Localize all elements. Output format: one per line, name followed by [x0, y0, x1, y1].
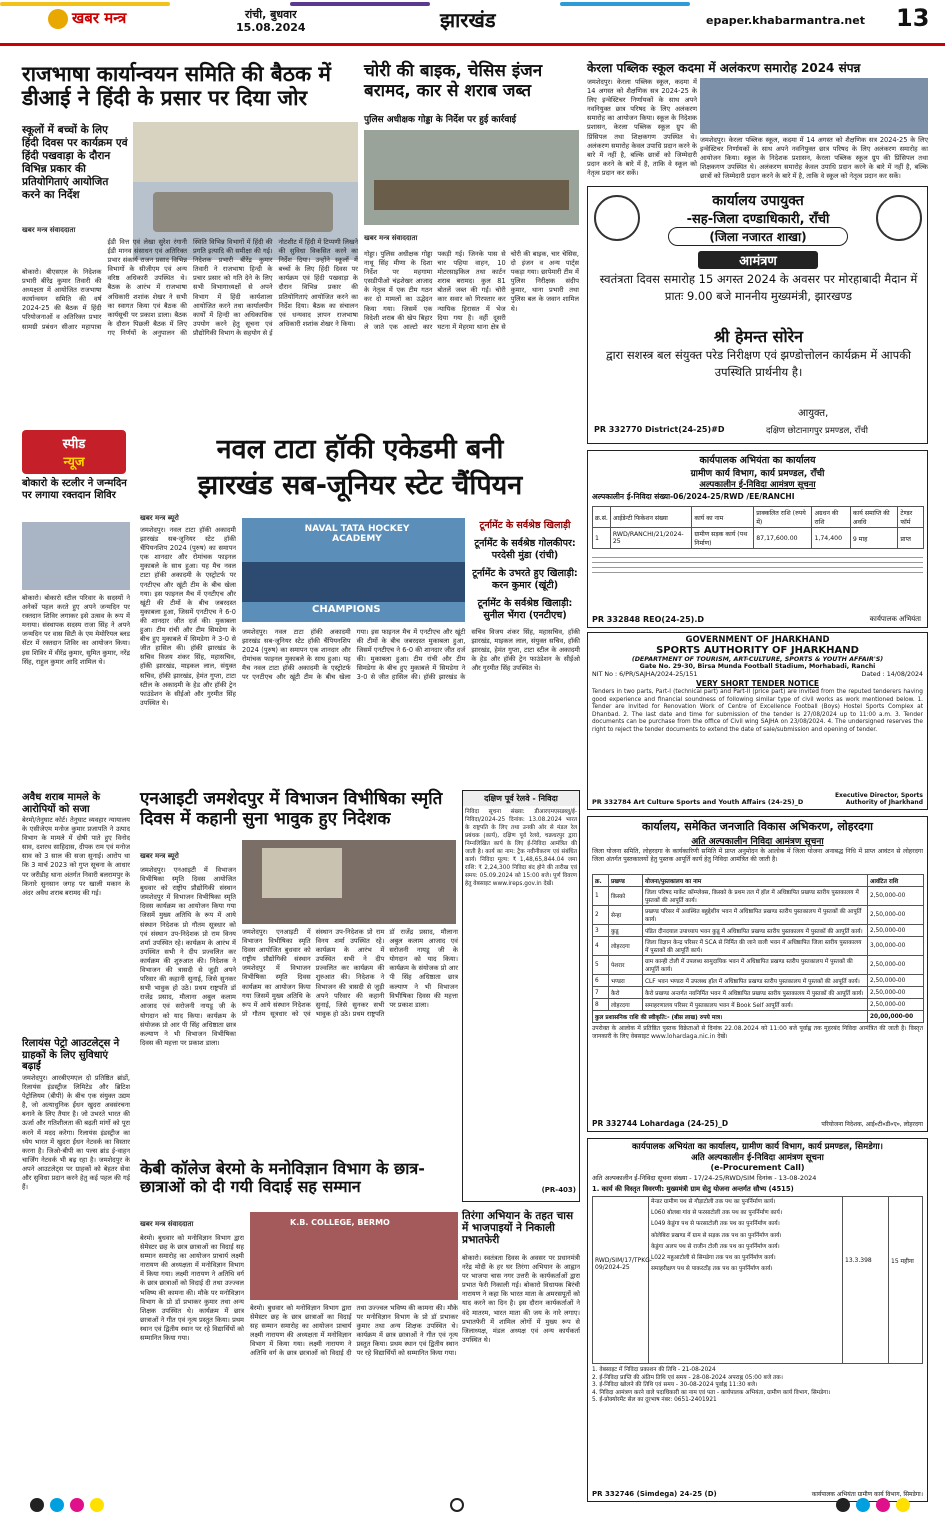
story2-body: गोड्डा। पुलिस अधीक्षक गोड्डा नाथू सिंह मीणा के दिशा निर्देश पर महगामा एसडीपीओ चंद्रशेखर आजाद के नेतृत्व में एक टीम गठन कर दो मामलों का उद्भेदन किया गया। जिसमें एक विदेशी शराब की खेप बिहार ले जाते एक आल्टो कार पकड़ी गई। जिनके पास से चार पहिया वाहन, 10 मोटरसाइकिल तथा कार्टन शराब बरामद। कुल 81 बोतलें जब्त की गईं। चोरी कार सवार को गिरफ्तार कर न्यायिक हिरासत में भेज दिया गया है। वहीं दूसरी घटना में मेहरमा थाना क्षेत्र से चोरी की बाइक, चार चेसिस, दो इंजन व अन्य पार्ट्स पकड़ा गया। छापेमारी टीम में पुलिस निरीक्षक संदीप कुमार, थाना प्रभारी तथा पुलिस बल के जवान शामिल थे।	[364, 250, 579, 331]
simdega-item: समाहरीक्षण पथ से पाकरटाँड़ तक पथ का पुनर्निर्माण कार्य।	[651, 1266, 773, 1273]
simdega-item: L049 केडुंगा पथ से फरसाटोली तक पथ का पुनर्निर्माण कार्य।	[651, 1221, 780, 1228]
speed-news-label: स्पीड न्यूज	[22, 430, 126, 474]
story4-headline1: नवल टाटा हॉकी एकेडमी बनी	[216, 434, 504, 465]
story1-headline: राजभाषा कार्यान्वयन समिति की बैठक में डीआई ने हिंदी के प्रसार पर दिया जोर	[22, 62, 331, 111]
invite-title3: (जिला नजारत शाखा)	[668, 227, 848, 246]
story3-body-right: जमशेदपुर। केरला पब्लिक स्कूल, कदमा में 14 अगस्त को शैक्षणिक सत्र 2024-25 के लिए इन्वेस्टिचर निर्णायकों के साथ अपने नवनियुक्त छात्र परिषद के लिए अलंकरण समारोह का आयोजन किया। स्कूल के निदेशक प्रशासन, केरला पब्लिक स्कूल ग्रुप की प्रिंसिपल तथा शिक्षकगण उपस्थित थे। अलंकरण समारोह केवल उपाधि प्रदान करने के बारे में नहीं है, बल्कि छात्रों को जिम्मेदारी प्रदान करने के बारे में है, ताकि वे स्कूल को नेतृत्व प्रदान कर सकें।	[700, 136, 928, 181]
story6-body-left: बेरमो। बुधवार को मनोविज्ञान विभाग द्वारा सेमेस्टर छह के छात्र छात्राओं का विदाई सह सम्मान समारोह का आयोजन प्राचार्य लक्ष्मी नारायण की अध्यक्षता में मनोविज्ञान विभाग में किया गया। लक्ष्मी नारायण ने अतिथि वर्ग के छात्र छात्राओं को विदाई दी तथा उज्ज्वल भविष्य की कामना की। मौके पर मनोविज्ञान विभाग के प्रो डॉ प्रभाकर कुमार तथा अन्य शिक्षक उपस्थित थे। कार्यक्रम में छात्र छात्राओं ने गीत एवं नृत्य प्रस्तुत किया। प्रथम स्थान एवं द्वितीय स्थान पर रहे विद्यार्थियों को सम्मानित किया गया।	[140, 1234, 244, 1343]
story4-body-left: जमशेदपुर। नवल टाटा हॉकी अकादमी झारखंड सब-जूनियर स्टेट हॉकी चैंपियनशिप 2024 (पुरुष) का समापन एक शानदार और रोमांचक फाइनल मुकाबले के साथ हुआ। यह मैच नवल टाटा हॉकी अकादमी के एस्ट्रोटर्फ पर एनटीएच और खूंटी टीम के बीच खेला गया। इस फाइनल मैच में एनटीएच और खूंटी की टीमों के बीच जबरदस्त मुकाबला हुआ, जिसमें एनटीएच ने 6-0 की शानदार जीत दर्ज की। मुकाबला हुआ। टीम रांची और टीम सिमडेगा के बीच हुए मुकाबले में सिमडेगा ने 3-0 से जीत हासिल की। हॉकी झारखंड के सचिव विजय शंकर सिंह, महासचिव, हॉकी झारखंड, माइकल लाल, संयुक्त सचिव, हॉकी झारखंड, हेमंत गुप्ता, टाटा स्टील के अकादमी के हेड और हॉकी ट्रेन फाउंडेशन के सीईओ और गुरमीत सिंह उपस्थित थे।	[140, 526, 236, 707]
simdega-item: L060 बोलबा गांव से फरसाटोली तक पथ का पुनर्निर्माण कार्य।	[651, 1210, 783, 1217]
brief1-photo	[22, 522, 130, 590]
brief2-headline: अवैध शराब मामले के आरोपियों को सजा	[22, 792, 100, 815]
story7-body: बोकारो। स्वतंत्रता दिवस के अवसर पर प्रधानमंत्री नरेंद्र मोदी के हर घर तिरंगा अभियान के आह्वान पर भाजपा चास नगर उत्तरी के कार्यकर्ताओं द्वारा प्रभात फेरी निकाली गई। बोकारो विधायक बिरंची नारायण ने कहा कि भारत माता के अमरसपूतों को याद करने का दिन है। इस दौरान कार्यकर्ताओं ने वंदे मातरम, भारत माता की जय के नारे लगाए। प्रभातफेरी में शामिल लोगों में मुख्य रूप से जिलाध्यक्ष, मंडल अध्यक्ष एवं अन्य कार्यकर्ता उपस्थित थे।	[462, 1254, 580, 1344]
story2-subhead: पुलिस अधीक्षक गोड्डा के निर्देश पर हुई कार्रवाई	[364, 115, 517, 125]
page-number: 13	[896, 4, 930, 32]
story7-headline: तिरंगा अभियान के तहत चास में भाजपाइयों ने निकाली प्रभातफेरी	[462, 1210, 574, 1247]
story1-byline: खबर मन्त्र संवाददाता	[22, 226, 76, 234]
page-header	[0, 0, 945, 46]
invite-title2: -सह-जिला दण्डाधिकारी, रॉंची	[686, 212, 830, 227]
story1-body: बोकारो। बीएसएल के निदेशक प्रभारी बीरेंद्र कुमार तिवारी की अध्यक्षता में आयोजित राजभाषा कार्यान्वयन समिति की वर्ष 2024-25 की बैठक में हिंदी परियोजनाओं व अतिरिक्त प्रभार सामग्री प्रबंधन सीआर महापात्रा ईडी वित्त एवं लेखा सुरेश रंगानी ईडी मानव संसाधन एवं अतिरिक्त प्रभार संकार्य राजन प्रसाद विभिन्न विभागों के सीजीएम एवं अन्य वरिष्ठ अधिकारी उपस्थित थे। बैठक के आरंभ में राजभाषा अधिकारी शशांक शेखर ने सभी का स्वागत किया एवं बैठक की कार्यसूची पर प्रकाश डाला। बैठक के दौरान पिछली बैठक में लिए गए निर्णयों के अनुपालन की स्थिति विभिन्न विभागों में हिंदी की प्रगति इत्यादि की समीक्षा की गई। निदेशक प्रभारी बीरेंद्र कुमार तिवारी ने राजभाषा हिन्दी के प्रचार प्रसार को गति देने के लिए सभी विभागाध्यक्षों से अपने विभाग में हिंदी कार्यशाला आयोजित करने तथा कार्यालयीन कार्यों में हिन्दी का अधिकाधिक उपयोग करने हेतु सूचना एवं प्रौद्योगिकी विभाग के सहयोग से ई नोटशीट में हिंदी में टिप्पणी लिखने की सुविधा विकसित करने का निर्देश दिया। उन्होंने स्कूलों में बच्चों के लिए हिंदी दिवस पर कार्यक्रम एवं हिंदी पखवाड़ा के दौरान विभिन्न प्रकार की प्रतियोगिताएं आयोजित करने का निर्देश दिया। बैठक का संचालन एवं धन्यवाद ज्ञापन राजभाषा अधिकारी शशांक शेखर ने किया।	[22, 238, 358, 337]
brief3-body: जमशेदपुर। आरबीएमएल दो प्रतिष्ठित ब्रांडों, रिलायंस इंडस्ट्रीज लिमिटेड और ब्रिटिश पेट्रोलियम (बीपी) के बीच एक संयुक्त उद्यम है, जो अत्याधुनिक ईंधन खुदरा अवसंरचना बनाने के लिए तैयार है। जो उभरते भारत की ऊर्जा और गतिशीलता की बढ़ती मांगों को पूरा करने में मदद करेगा। रिलायंस इंडस्ट्रीज का ध्येय भारत में खुदरा ईंधन नेटवर्क का विस्तार करना है। जिओ-बीपी का पल्स ब्रांड ई-वाहन चार्जिंग नेटवर्क भी बढ़ रहा है। जमशेदपुर के अपने आउटलेट्स पर ग्राहकों को बेहतर सेवा और सुविधा प्रदान करने हेतु कई पहल की गई हैं।	[22, 1074, 130, 1192]
story3-headline: केरला पब्लिक स्कूल कदमा में अलंकरण समारोह 2024 संपन्न	[587, 61, 861, 75]
story6-byline: खबर मन्त्र संवाददाता	[140, 1220, 194, 1228]
lohardaga-row: 3 कुडू पंडित दीनदयाल उपाध्याय भवन कुडू में अधिष्ठापित प्रखण्ड स्तरीय पुस्तकालय में पुस्तकों की आपूर्ति कार्य। 2,50,000-00	[593, 925, 924, 937]
simdega-note: 2. ई-निविदा प्राप्ति की अंतिम तिथि एवं समय - 28-08-2024 अपराह्न 05:00 बजे तक।	[592, 1374, 783, 1381]
story5-headline: एनआइटी जमशेदपुर में विभाजन विभीषिका स्मृति दिवस में कहानी सुना भावुक हुए निदेशक	[140, 789, 443, 829]
header-color-bar	[0, 2, 170, 6]
lohardaga-row: 4 लोहरदगा जिला विज्ञान केन्द्र परिसर में SCA से निर्मित की जाने वाली भवन में अधिष्ठापित जिला स्तरीय पुस्तकालय में पुस्तकों की आपूर्ति कार्य। 3,00,000-00	[593, 937, 924, 956]
lohardaga-row: 8 लोहरदगा समाहरणालय परिसर में पुस्तकालय भवन में Book Self आपूर्ति कार्य। 2,50,000-00	[593, 999, 924, 1011]
story6-body-right: बेरमो। बुधवार को मनोविज्ञान विभाग द्वारा सेमेस्टर छह के छात्र छात्राओं का विदाई सह सम्मान समारोह का आयोजन प्राचार्य लक्ष्मी नारायण की अध्यक्षता में मनोविज्ञान विभाग में किया गया। लक्ष्मी नारायण ने अतिथि वर्ग के छात्र छात्राओं को विदाई दी तथा उज्ज्वल भविष्य की कामना की। मौके पर मनोविज्ञान विभाग के प्रो डॉ प्रभाकर कुमार तथा अन्य शिक्षक उपस्थित थे। कार्यक्रम में छात्र छात्राओं ने गीत एवं नृत्य प्रस्तुत किया। प्रथम स्थान एवं द्वितीय स्थान पर रहे विद्यार्थियों को सम्मानित किया गया।	[250, 1304, 458, 1358]
header-color-bar-3	[560, 2, 690, 6]
simdega-item: कोलेबिरा प्रखण्ड में ग्राम से सड़क तक पथ का पुनर्निर्माण कार्य।	[651, 1232, 782, 1239]
story2-photo	[364, 130, 579, 225]
story6-headline: केबी कॉलेज बेरमो के मनोविज्ञान विभाग के छात्र-छात्राओं को दी गयी विदाई सह सम्मान	[140, 1159, 425, 1197]
story1-subhead: स्कूलों में बच्चों के लिए हिंदी दिवस पर कार्यक्रम एवं हिंदी पखवाड़ा के दौरान विभिन्न प्रकार की प्रतियोगिताएं आयोजित करने का निर्देश	[22, 124, 128, 201]
story3-photo	[700, 78, 928, 134]
lohardaga-row: 1 किस्को जिला परिषद मार्केट कॉम्प्लेक्स, किस्को के प्रथम तल में हॉल में अधिष्ठापित प्रखण्ड स्तरीय पुस्तकालय में पुस्तकों की आपूर्ति कार्य। 2,50,000-00	[593, 887, 924, 906]
footer-registration-marks	[30, 1498, 915, 1514]
story4-headline2: झारखंड सब-जूनियर स्टेट चैंपियन	[197, 470, 523, 501]
story5-body-left: जमशेदपुर। एनआइटी में विभाजन विभीषिका स्मृति दिवस आयोजित बुधवार को राष्ट्रीय प्रौद्योगिकी संस्थान जमशेदपुर में विभाजन विभीषिका स्मृति दिवस कार्यक्रम का आयोजन किया गया जिसमें मुख्य अतिथि के रूप में आये संस्थान निदेशक प्रो गौतम सूत्रधार को एवं संस्थान उप-निदेशक प्रो राम विनय शर्मा उपस्थित रहे। कार्यक्रम के आरंभ में उपस्थित सभी ने दीप प्रज्वलित कर कार्यक्रम की शुरुआत की। निदेशक ने विभाजन की त्रासदी से जुड़ी अपने परिवार की कहानी सुनाई, जिसे सुनकर सभी भावुक हो उठे। प्रथम राष्ट्रपति डॉ राजेंद्र प्रसाद, मौलाना अबुल कलाम आजाद एवं सरोजनी नायडू जी के योगदान को याद किया। कार्यक्रम के संयोजक प्रो आर पी सिंह अधिष्ठाता छात्र कल्याण ने भी विभाजन विभीषिका दिवस की महत्ता पर प्रकाश डाला।	[140, 866, 236, 1047]
emblem-left-icon	[594, 195, 640, 241]
section-title: झारखंड	[440, 8, 496, 32]
lohardaga-row: 7 कैरो कैरो प्रखण्ड अन्तर्गत नवनिर्मित भवन में अधिष्ठापित प्रखण्ड स्तरीय पुस्तकालय में पुस्तकों की आपूर्ति कार्य। 2,50,000-00	[593, 987, 924, 999]
simdega-item: L022 महुआटोली से सिमडेगा तक पथ का पुनर्निर्माण कार्य।	[651, 1255, 776, 1262]
simdega-note: 5. ई-प्रोक्योरमेंट सेल का दूरभाष नंबर: 0651-2401921	[592, 1397, 717, 1404]
story4-body-right: जमशेदपुर। नवल टाटा हॉकी अकादमी झारखंड सब-जूनियर स्टेट हॉकी चैंपियनशिप 2024 (पुरुष) का समापन एक शानदार और रोमांचक फाइनल मुकाबले के साथ हुआ। यह मैच नवल टाटा हॉकी अकादमी के एस्ट्रोटर्फ पर एनटीएच और खूंटी टीम के बीच खेला गया। इस फाइनल मैच में एनटीएच और खूंटी की टीमों के बीच जबरदस्त मुकाबला हुआ, जिसमें एनटीएच ने 6-0 की शानदार जीत दर्ज की। मुकाबला हुआ। टीम रांची और टीम सिमडेगा के बीच हुए मुकाबले में सिमडेगा ने 3-0 से जीत हासिल की। हॉकी झारखंड के सचिव विजय शंकर सिंह, महासचिव, हॉकी झारखंड, माइकल लाल, संयुक्त सचिव, हॉकी झारखंड, हेमंत गुप्ता, टाटा स्टील के अकादमी के हेड और हॉकी ट्रेन फाउंडेशन के सीईओ और गुरमीत सिंह उपस्थित थे।	[242, 628, 580, 682]
brief1-headline: बोकारो के स्टलीर ने जन्मदिन पर लगाया रक्तदान शिविर	[22, 478, 127, 501]
sports-authority-tender: GOVERNMENT OF JHARKHAND SPORTS AUTHORITY OF JHARKHAND (DEPARTMENT OF TOURISM, ART-CULTURE, SPORTS & YOUTH AFFAIR'S) Gate No. 29-30, Birsa Munda Football Stadium, Morhabadi, Ranchi NIT No : 6/PR/SAJHA/2024-25/151 Dated : 14/08/2024 VERY SHORT TENDER NOTICE Tenders in two parts, Part-I (technical part) and Part-II (price part) are invited from the reputed tenderers having good experience and financial soundness of following similar type of civil works as work mentioned below. 1. Tender are invited for Renovation Work of Centre of Excellence Football (Boys) Hostel Sports Complex at Dhanbad. 2. The last date and time for submission of the tender is 27/08/2024 up to 11:00 a.m. 3. Tender documents can be purchase from the office of Civil wing SAJHA on 23/08/2024. 4. The undersigned reserves the right to reject the tender documents to extend the date of sale/submission and opening of tender. PR 332784 Art Culture Sports and Youth Affairs (24-25)_D Executive Director, Sports Authority of Jharkhand	[587, 632, 928, 810]
story6-photo: K.B. COLLEGE, BERMO	[250, 1212, 458, 1300]
story4-byline: खबर मन्त्र ब्यूरो	[140, 514, 179, 522]
invite-body: स्वतंत्रता दिवस समारोह 15 अगस्त 2024 के अवसर पर मोरहाबादी मैदान में प्रातः 9.00 बजे माननीय मुख्यमंत्री, झारखण्ड	[599, 272, 918, 303]
invite-badge: आमंत्रण	[698, 251, 818, 269]
invite-body2: द्वारा सशस्त्र बल संयुक्त परेड निरीक्षण एवं झण्डोत्तोलन कार्यक्रम में आपकी उपस्थिति प्रार्थनीय है।	[605, 348, 912, 379]
lohardaga-table: क्र. प्रखण्ड योजना/पुस्तकालय का नाम आवंटित राशि 1 किस्को जिला परिषद मार्केट कॉम्प्लेक्स, किस्को के प्रथम तल में हॉल में अधिष्ठापित प्रखण्ड स्तरीय पुस्तकालय में पुस्तकों की आपूर्ति कार्य। 2,50,000-00 2 सेन्हा प्रखण्ड परिसर में अवस्थित बहुद्देशीय भवन में अधिष्ठापित प्रखण्ड स्तरीय पुस्तकालय में पुस्तकों की आपूर्ति कार्य। 2,50,000-00 3 कुडू पंडित दीनदयाल उपाध्याय भवन कुडू में अधिष्ठापित प्रखण्ड स्तरीय पुस्तकालय में पुस्तकों की आपूर्ति कार्य। 2,50,000-00 4 लोहरदगा जिला विज्ञान केन्द्र परिसर में SCA से निर्मित की जाने वाली भवन में अधिष्ठापित जिला स्तरीय पुस्तकालय में पुस्तकों की आपूर्ति कार्य। 3,00,000-00 5 पेशरार ग्राम कान्ही टोली में उपलब्ध सामुदायिक भवन में अधिष्ठापित प्रखण्ड स्तरीय पुस्तकालय में पुस्तकों की आपूर्ति कार्य। 2,50,000-00 6 भण्डरा CLF भवन भण्डरा में उपलब्ध हॉल में अधिष्ठापित प्रखण्ड स्तरीय पुस्तकालय में पुस्तकों की आपूर्ति कार्य। 2,50,000-00 7 कैरो कैरो प्रखण्ड अन्तर्गत नवनिर्मित भवन में अधिष्ठापित प्रखण्ड स्तरीय पुस्तकालय में पुस्तकों की आपूर्ति कार्य। 2,50,000-00 8 लोहरदगा समाहरणालय परिसर में पुस्तकालय भवन में Book Self आपूर्ति कार्य। 2,50,000-00 कुल प्रशासनिक राशि की स्वीकृति:- (बीस लाख) रुपये मात्र। 20,00,000-00	[592, 874, 924, 1023]
simdega-item: मेन्डर ग्रामीण पथ से गौड़ाटोली तक पथ का पुनर्निर्माण कार्य।	[651, 1199, 776, 1205]
ranchi-dc-invitation	[587, 186, 928, 444]
simdega-tender: कार्यपालक अभियंता का कार्यालय, ग्रामीण कार्य विभाग, कार्य प्रमण्डल, सिमडेगा। अति अल्पकालीन ई-निविदा आमंत्रण सूचना (e-Procurement Call) अति अल्पकालीन ई-निविदा सूचना संख्या - 17/24-25/RWD/SIM दिनांक - 13-08-2024 1. कार्य की विस्तृत विवरणी: मुख्यमंत्री ग्राम सेतु योजना अन्तर्गत सौभ्य (4515) RWD/SIM/17/TPKG-09/2024-25 मेन्डर ग्रामीण पथ से गौड़ाटोली तक पथ का पुनर्निर्माण कार्य। L060 बोलबा गांव से फरसाटोली तक पथ का पुनर्निर्माण कार्य। L049 केडुंगा पथ से फरसाटोली तक पथ का पुनर्निर्माण कार्य। कोलेबिरा प्रखण्ड में ग्राम से सड़क तक पथ का पुनर्निर्माण कार्य। केडुंगा अलप पथ से राजीन टोली तक पथ का पुनर्निर्माण कार्य। L022 महुआटोली से सिमडेगा तक पथ का पुनर्निर्माण कार्य। समाहरीक्षण पथ से पाकरटाँड़ तक पथ का पुनर्निर्माण कार्य। 13.3.398 15 महीना 1. वेबसाइट में निविदा प्रकाशन की तिथि - 21-08-2024 2. ई-निविदा प्राप्ति की अंतिम तिथि एवं समय - 28-08-2024 अपराह्न 05:00 बजे तक। 3. ई-निविदा खोलने की तिथि एवं समय - 30-08-2024 पूर्वाह्न 11:30 बजे। 4. निविदा आमंत्रण करने वाले पदाधिकारी का नाम एवं पता - कार्यपालक अभियंता, ग्रामीण कार्य विभाग, सिमडेगा। 5. ई-प्रोक्योरमेंट सेल का दूरभाष नंबर: 0651-2401921 PR 332746 (Simdega) 24-25 (D) कार्यपालक अभियंता ग्रामीण कार्य विभाग, सिमडेगा।	[587, 1138, 928, 1502]
brief1-body: बोकारो। बोकारो स्टील परिवार के सदस्यों ने अनेकों पहल करते हुए अपने जन्मदिन पर रक्तदान शिविर लगाकर इसे उत्सव के रूप में मनाया। संस्थापक सदस्य राजा सिंह ने अपने जन्मदिन पर वास सिटी के एम मेमोरियल ब्लड सेंटर में रक्तदान शिविर का आयोजन किया। इस शिविर में वीरेंद्र कुमार, सुमित कुमार, नरेंद्र सिंह, राहुल कुमार आदि शामिल थे।	[22, 594, 130, 666]
invite-pr: PR 332770 District(24-25)#D	[594, 425, 725, 434]
invite-sign2: दक्षिण छोटानागपुर प्रमण्डल, रॉंची	[766, 426, 868, 436]
simdega-note: 4. निविदा आमंत्रण करने वाले पदाधिकारी का नाम एवं पता - कार्यपालक अभियंता, ग्रामीण कार्य विभाग, सिमडेगा।	[592, 1389, 831, 1396]
simdega-item: केडुंगा अलप पथ से राजीन टोली तक पथ का पुनर्निर्माण कार्य।	[651, 1243, 780, 1250]
epaper-link[interactable]: epaper.khabarmantra.net	[706, 14, 865, 27]
story2-headline: चोरी की बाइक, चेसिस इंजन बरामद, कार से शराब जब्त	[364, 61, 543, 101]
story5-photo	[242, 840, 456, 924]
railway-tender: दक्षिण पूर्व रेलवे - निविदा निविदा सूचना संख्या: डीआरएमएसडब्लू/ई-निविदा/2024-25 दिनांक: 13.08.2024 भारत के राष्ट्रपति के लिए तथा उनकी ओर से मंडल रेल प्रबंधक (कार्य), दक्षिण पूर्व रेलवे, चक्रधरपुर द्वारा निम्नलिखित कार्य के लिए ई-निविदा आमंत्रित की जाती है। कार्य का नाम: ट्रैक नवीनीकरण एवं संबंधित कार्य। निविदा मूल्य: ₹ 1,48,65,844.04 जमा राशि: ₹ 2,24,300 निविदा बंद होने की तारीख एवं समय: 05.09.2024 को 15:00 बजे। पूर्ण विवरण हेतु वेबसाइट www.ireps.gov.in देखें। (PR-403)	[462, 790, 580, 1202]
invite-name: श्री हेमन्त सोरेन	[713, 327, 804, 346]
lohardaga-row: 2 सेन्हा प्रखण्ड परिसर में अवस्थित बहुद्देशीय भवन में अधिष्ठापित प्रखण्ड स्तरीय पुस्तकालय में पुस्तकों की आपूर्ति कार्य। 2,50,000-00	[593, 906, 924, 925]
lohardaga-total-row: कुल प्रशासनिक राशि की स्वीकृति:- (बीस लाख) रुपये मात्र। 20,00,000-00	[593, 1011, 924, 1023]
story3-body-left: जमशेदपुर। केरला पब्लिक स्कूल, कदमा में 14 अगस्त को शैक्षणिक सत्र 2024-25 के लिए इन्वेस्टिचर निर्णायकों के साथ अपने नवनियुक्त छात्र परिषद के लिए अलंकरण समारोह का आयोजन किया। स्कूल के निदेशक प्रशासन, केरला पब्लिक स्कूल ग्रुप की प्रिंसिपल तथा शिक्षकगण उपस्थित थे। अलंकरण समारोह केवल उपाधि प्रदान करने के बारे में नहीं है, बल्कि छात्रों को जिम्मेदारी प्रदान करने के बारे में है, ताकि वे स्कूल को नेतृत्व प्रदान कर सकें।	[587, 78, 697, 177]
date-line: रांची, बुधवार 15.08.2024	[236, 8, 306, 34]
simdega-table: RWD/SIM/17/TPKG-09/2024-25 मेन्डर ग्रामीण पथ से गौड़ाटोली तक पथ का पुनर्निर्माण कार्य। L060 बोलबा गांव से फरसाटोली तक पथ का पुनर्निर्माण कार्य। L049 केडुंगा पथ से फरसाटोली तक पथ का पुनर्निर्माण कार्य। कोलेबिरा प्रखण्ड में ग्राम से सड़क तक पथ का पुनर्निर्माण कार्य। केडुंगा अलप पथ से राजीन टोली तक पथ का पुनर्निर्माण कार्य। L022 महुआटोली से सिमडेगा तक पथ का पुनर्निर्माण कार्य। समाहरीक्षण पथ से पाकरटाँड़ तक पथ का पुनर्निर्माण कार्य। 13.3.398 15 महीना	[592, 1196, 923, 1364]
logo-icon	[48, 9, 68, 29]
lohardaga-row: 6 भण्डरा CLF भवन भण्डरा में उपलब्ध हॉल में अधिष्ठापित प्रखण्ड स्तरीय पुस्तकालय में पुस्तकों की आपूर्ति कार्य। 2,50,000-00	[593, 975, 924, 987]
brand-logo: खबर मन्त्र	[48, 8, 168, 32]
invite-title1: कार्यालय उपायुक्त	[712, 193, 804, 209]
simdega-note: 3. ई-निविदा खोलने की तिथि एवं समय - 30-08-2024 पूर्वाह्न 11:30 बजे।	[592, 1382, 758, 1389]
lohardaga-tender: कार्यालय, समेकित जनजाति विकास अभिकरण, लोहरदगा अति अल्पकालीन निविदा आमंत्रण सूचना जिला योजना समिति, लोहरदगा के कार्यकारिणी समिति में प्राप्त अनुमोदन के आलोक में जिला योजना अनाबद्ध निधि में प्राप्त आवंटन से लोहरदगा जिला अंतर्गत पुस्तकालयों हेतु पुस्तक आपूर्ति कार्य हेतु निविदा आमंत्रित की जाती है। क्र. प्रखण्ड योजना/पुस्तकालय का नाम आवंटित राशि 1 किस्को जिला परिषद मार्केट कॉम्प्लेक्स, किस्को के प्रथम तल में हॉल में अधिष्ठापित प्रखण्ड स्तरीय पुस्तकालय में पुस्तकों की आपूर्ति कार्य। 2,50,000-00 2 सेन्हा प्रखण्ड परिसर में अवस्थित बहुद्देशीय भवन में अधिष्ठापित प्रखण्ड स्तरीय पुस्तकालय में पुस्तकों की आपूर्ति कार्य। 2,50,000-00 3 कुडू पंडित दीनदयाल उपाध्याय भवन कुडू में अधिष्ठापित प्रखण्ड स्तरीय पुस्तकालय में पुस्तकों की आपूर्ति कार्य। 2,50,000-00 4 लोहरदगा जिला विज्ञान केन्द्र परिसर में SCA से निर्मित की जाने वाली भवन में अधिष्ठापित जिला स्तरीय पुस्तकालय में पुस्तकों की आपूर्ति कार्य। 3,00,000-00 5 पेशरार ग्राम कान्ही टोली में उपलब्ध सामुदायिक भवन में अधिष्ठापित प्रखण्ड स्तरीय पुस्तकालय में पुस्तकों की आपूर्ति कार्य। 2,50,000-00 6 भण्डरा CLF भवन भण्डरा में उपलब्ध हॉल में अधिष्ठापित प्रखण्ड स्तरीय पुस्तकालय में पुस्तकों की आपूर्ति कार्य। 2,50,000-00 7 कैरो कैरो प्रखण्ड अन्तर्गत नवनिर्मित भवन में अधिष्ठापित प्रखण्ड स्तरीय पुस्तकालय में पुस्तकों की आपूर्ति कार्य। 2,50,000-00 8 लोहरदगा समाहरणालय परिसर में पुस्तकालय भवन में Book Self आपूर्ति कार्य। 2,50,000-00 कुल प्रशासनिक राशि की स्वीकृति:- (बीस लाख) रुपये मात्र। 20,00,000-00 उपरोक्त के आलोक में प्रतिष्ठित पुस्तक विक्रेताओं से दिनांक 22.08.2024 को 11:00 बजे पूर्वाह्न तक मुहरबंद निविदा आमंत्रित की जाती है। विस्तृत जानकारी के लिए वेबसाइट www.lohardaga.nic.in देखें। PR 332744 Lohardaga (24-25)_D परियोजना निदेशक, आई०टी०डी०ए०, लोहरदगा	[587, 816, 928, 1132]
brief2-body: बेरमो/तेनुघाट कोर्ट। तेनुघाट व्यवहार न्यायालय के एसीजेएम मनोज कुमार प्रजापति ने उत्पाद विभाग के मामले में दोषी पाते हुए विनोद साव, दशरथ साहिदास, दीपक राम एवं मनोज साव को 3 साल की सजा सुनाई। आरोप था कि 3 मार्च 2023 को गुप्त सूचना के आधार पर जरीडीह थाना अंतर्गत निवारी बलरामपुर के किनारे सुनसान जगह पर खाली मकान के अंदर अवैध शराब बरामद की गई।	[22, 816, 130, 897]
story4-awards: टूर्नामेंट के सर्वश्रेष्ठ खिलाड़ी टूर्नामेंट के सर्वश्रेष्ठ गोलकीपर: परदेसी मुंडा (रांची) टूर्नामेंट के उभरते हुए खिलाड़ी: करन कुमार (खूंटी) टूर्नामेंट के सर्वश्रेष्ठ खिलाड़ी: सुनील भेंगरा (एनटीएच)	[472, 520, 578, 621]
brief3-headline: रिलायंस पेट्रो आउटलेट्स ने ग्राहकों के लिए सुविधाएं बढ़ाईं	[22, 1038, 120, 1072]
story5-byline: खबर मन्त्र ब्यूरो	[140, 852, 179, 860]
story4-photo: NAVAL TATA HOCKEY ACADEMY CHAMPIONS	[242, 518, 465, 622]
emblem-right-icon	[876, 195, 922, 241]
invite-sign: आयुक्त,	[798, 408, 829, 419]
simdega-note: 1. वेबसाइट में निविदा प्रकाशन की तिथि - 21-08-2024	[592, 1367, 716, 1373]
rwd-ranchi-table: क्र.सं. आईडेन्टी फिकेशन संख्या कार्य का नाम प्राक्कलित राशि (रुपये में) अग्रधन की राशि कार्य समाप्ति की अवधि टेण्डर फॉर्म 1 RWD/RANCHI/21/2024-25 ग्रामीण सड़क कार्य (पथ निर्माण) 87,17,600.00 1,74,400 9 माह प्राप्त	[592, 506, 924, 549]
rwd-ranchi-tender: कार्यपालक अभियंता का कार्यालय ग्रामीण कार्य विभाग, कार्य प्रमण्डल, रॉंची अल्पकालीन ई-निविदा आमंत्रण सूचना अल्पकालीन ई-निविदा संख्या-06/2024-25/RWD /EE/RANCHI क्र.सं. आईडेन्टी फिकेशन संख्या कार्य का नाम प्राक्कलित राशि (रुपये में) अग्रधन की राशि कार्य समाप्ति की अवधि टेण्डर फॉर्म 1 RWD/RANCHI/21/2024-25 ग्रामीण सड़क कार्य (पथ निर्माण) 87,17,600.00 1,74,400 9 माह प्राप्त PR 332848 REO(24-25).D कार्यपालक अभियंता	[587, 450, 928, 628]
story2-byline: खबर मन्त्र संवाददाता	[364, 234, 418, 242]
story5-body-right: जमशेदपुर। एनआइटी में विभाजन विभीषिका स्मृति दिवस आयोजित बुधवार को राष्ट्रीय प्रौद्योगिकी संस्थान जमशेदपुर में विभाजन विभीषिका स्मृति दिवस कार्यक्रम का आयोजन किया गया जिसमें मुख्य अतिथि के रूप में आये संस्थान निदेशक प्रो गौतम सूत्रधार को एवं संस्थान उप-निदेशक प्रो राम विनय शर्मा उपस्थित रहे। कार्यक्रम के आरंभ में उपस्थित सभी ने दीप प्रज्वलित कर कार्यक्रम की शुरुआत की। निदेशक ने विभाजन की त्रासदी से जुड़ी अपने परिवार की कहानी सुनाई, जिसे सुनकर सभी भावुक हो उठे। प्रथम राष्ट्रपति डॉ राजेंद्र प्रसाद, मौलाना अबुल कलाम आजाद एवं सरोजनी नायडू जी के योगदान को याद किया। कार्यक्रम के संयोजक प्रो आर पी सिंह अधिष्ठाता छात्र कल्याण ने भी विभाजन विभीषिका दिवस की महत्ता पर प्रकाश डाला।	[242, 928, 458, 1018]
header-color-bar-2	[290, 2, 430, 6]
lohardaga-row: 5 पेशरार ग्राम कान्ही टोली में उपलब्ध सामुदायिक भवन में अधिष्ठापित प्रखण्ड स्तरीय पुस्तकालय में पुस्तकों की आपूर्ति कार्य। 2,50,000-00	[593, 956, 924, 975]
